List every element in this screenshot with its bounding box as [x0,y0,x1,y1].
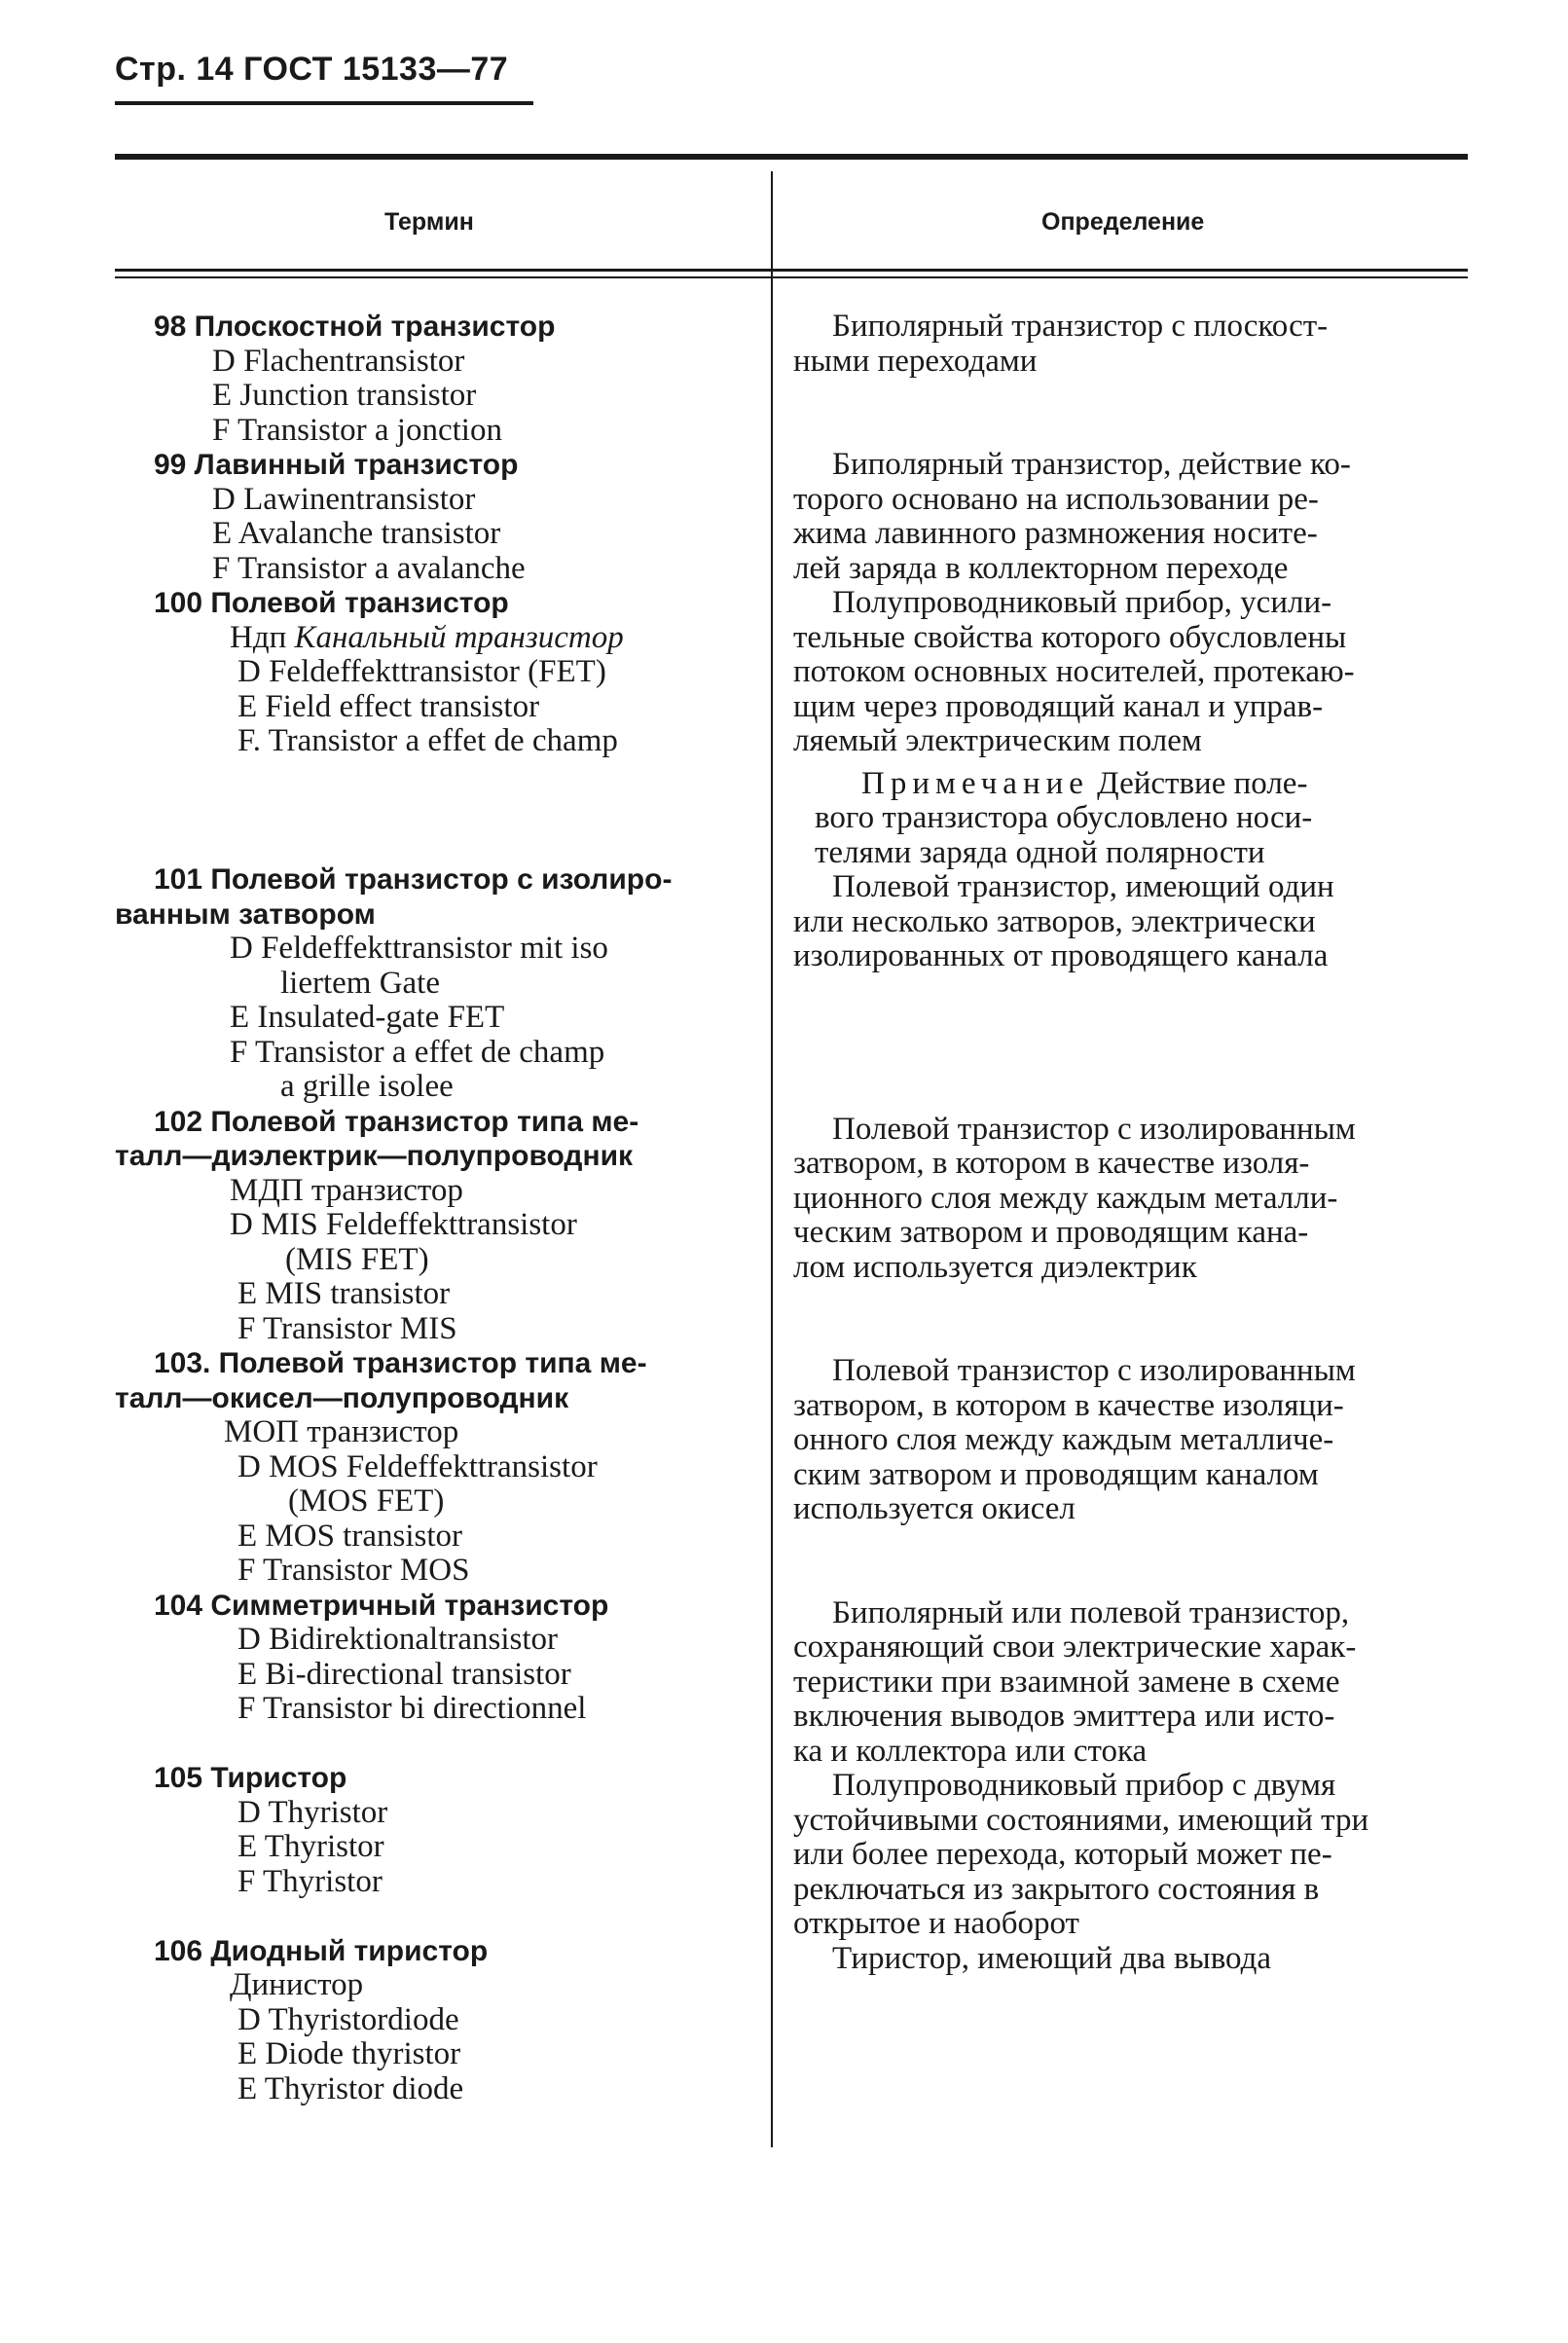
term-synonym: МДП транзистор [230,1172,463,1208]
term-100: 100 Полевой транзистор [154,587,509,619]
term-98: 98 Плоскостной транзистор [154,311,556,343]
term-column [115,310,748,2106]
term-106: 106 Диодный тиристор [154,1934,489,1967]
term-de: D MOS Feldeffekttransistor [237,1448,598,1484]
term-104: 104 Симметричный транзистор [154,1589,609,1622]
term-en: E Diode thyristor [237,2036,461,2071]
table-top-rule [115,154,1468,160]
term-en-alt: E Thyristor diode [237,2070,464,2106]
definition-99-line: Биполярный транзистор, действие ко- [832,447,1351,482]
definition-106-line: Тиристор, имеющий два вывода [832,1940,1272,1976]
term-title: Тиристор [210,1762,347,1794]
definition-column [793,310,1475,1976]
definition-100-line: ляемый электрическим полем [793,723,1202,758]
term-101: 101 Полевой транзистор с изолиро- [154,863,673,896]
term-title: Диодный тиристор [210,1934,489,1967]
term-de: D Lawinentransistor [212,481,476,517]
definition-101-line: изолированных от проводящего канала [793,938,1329,973]
term-de: D MIS Feldeffekttransistor [230,1207,577,1242]
definition-105-line: или более перехода, который может пе- [793,1837,1332,1872]
definition-104-line: Биполярный или полевой транзистор, [832,1594,1350,1630]
definition-99-line: лей заряда в коллекторном переходе [793,550,1289,586]
definition-98-line: Биполярный транзистор с плоскост- [832,309,1329,344]
column-divider [771,171,773,2147]
term-de-cont: (MOS FET) [288,1483,445,1519]
term-fr: F Transistor a jonction [212,412,502,448]
term-title: Полевой транзистор типа ме- [218,1347,647,1379]
definition-105-line: реключаться из закрытого состояния в [793,1871,1320,1907]
definition-100-line: щим через проводящий канал и управ- [793,688,1324,724]
term-title-cont: ванным затвором [115,897,376,931]
term-title: Полевой транзистор типа ме- [210,1105,639,1138]
definition-104-line: сохраняющий свои электрические харак- [793,1629,1357,1665]
definition-100-line: тельные свойства которого обусловлены [793,619,1347,655]
definition-101-line: Полевой транзистор, имеющий один [832,869,1334,904]
definition-103-line: ским затвором и проводящим каналом [793,1456,1319,1492]
term-synonym: МОП транзистор [224,1414,459,1449]
definition-100-line: потоком основных носителей, протекаю- [793,654,1355,689]
term-en: E Thyristor [237,1829,384,1864]
term-en: E Field effect transistor [237,688,540,724]
term-title-cont: талл—окисел—полупроводник [115,1381,569,1414]
term-fr: F Transistor bi directionnel [237,1691,587,1726]
term-de: D Feldeffekttransistor (FET) [237,654,606,689]
term-fr: F Thyristor [237,1863,383,1899]
term-en: E MIS transistor [237,1276,451,1311]
term-fr: F Transistor a avalanche [212,550,526,586]
term-en: E Bi-directional transistor [237,1656,571,1692]
definition-103-line: Полевой транзистор с изолированным [832,1353,1356,1388]
term-fr: F Transistor a effet de champ [230,1034,605,1070]
table-header-rule [115,269,1468,272]
term-en: E MOS transistor [237,1518,462,1554]
term-en: E Avalanche transistor [212,516,501,551]
table-header-rule-double [115,276,1468,278]
definition-104-line: включения выводов эмиттера или исто- [793,1699,1335,1734]
definition-100-note: Примечание Действие поле- [861,765,1308,801]
definition-102-line: лом используется диэлектрик [793,1249,1197,1285]
page-header: Стр. 14 ГОСТ 15133—77 [115,51,509,88]
definition-102-line: затвором, в котором в качестве изоля- [793,1146,1310,1181]
definition-99-line: жима лавинного размножения носите- [793,516,1318,551]
term-de-cont: liertem Gate [280,965,441,1001]
term-de: D Flachentransistor [212,343,465,379]
definition-101-line: или несколько затворов, электрически [793,903,1316,939]
term-fr: F Transistor MIS [237,1310,457,1346]
definition-102-line: ционного слоя между каждым металли- [793,1180,1338,1216]
definition-105-line: Полупроводниковый прибор с двумя [832,1768,1336,1803]
column-header-definition: Определение [1041,208,1205,236]
definition-104-line: ка и коллектора или стока [793,1733,1148,1769]
definition-100-note-line: вого транзистора обусловлено носи- [815,800,1313,835]
term-de: D Thyristor [237,1794,388,1830]
definition-103-line: используется окисел [793,1491,1076,1526]
term-title: Лавинный транзистор [194,449,519,481]
term-title-cont: талл—диэлектрик—полупроводник [115,1140,634,1172]
term-title: Плоскостной транзистор [194,311,556,343]
definition-103-line: онного слоя между каждым металличе- [793,1422,1334,1457]
term-fr: F. Transistor a effet de champ [237,723,618,758]
definition-104-line: теристики при взаимной замене в схеме [793,1664,1340,1700]
term-en: E Junction transistor [212,378,477,413]
term-de: D Bidirektionaltransistor [237,1622,559,1657]
definition-100-note-line: телями заряда одной полярности [815,834,1265,870]
definition-98-line: ными переходами [793,343,1038,379]
term-105: 105 Тиристор [154,1762,347,1794]
term-deprecated: Ндп Канальный транзистор [230,619,624,655]
term-de-cont: (MIS FET) [285,1241,429,1277]
term-fr: F Transistor MOS [237,1553,470,1588]
definition-99-line: торого основано на использовании ре- [793,481,1319,517]
definition-102-line: Полевой транзистор с изолированным [832,1111,1356,1147]
definition-103-line: затвором, в котором в качестве изоляци- [793,1387,1344,1423]
term-synonym: Динистор [230,1967,364,2002]
term-title: Полевой транзистор [210,587,509,619]
term-title: Полевой транзистор с изолиро- [210,863,673,896]
term-de: D Thyristordiode [237,2001,459,2037]
definition-105-line: открытое и наоборот [793,1906,1079,1941]
term-103: 103. Полевой транзистор типа ме- [154,1347,647,1379]
term-en: E Insulated-gate FET [230,1000,505,1035]
column-header-term: Термин [384,208,474,236]
term-fr-cont: a grille isolee [280,1069,454,1104]
header-rule [115,101,533,105]
definition-102-line: ческим затвором и проводящим кана- [793,1215,1309,1250]
definition-100-line: Полупроводниковый прибор, усили- [832,585,1332,620]
term-title: Симметричный транзистор [210,1589,609,1622]
definition-105-line: устойчивыми состояниями, имеющий три [793,1802,1369,1838]
term-102: 102 Полевой транзистор типа ме- [154,1105,639,1138]
term-99: 99 Лавинный транзистор [154,449,519,481]
term-de: D Feldeffekttransistor mit iso [230,931,608,966]
